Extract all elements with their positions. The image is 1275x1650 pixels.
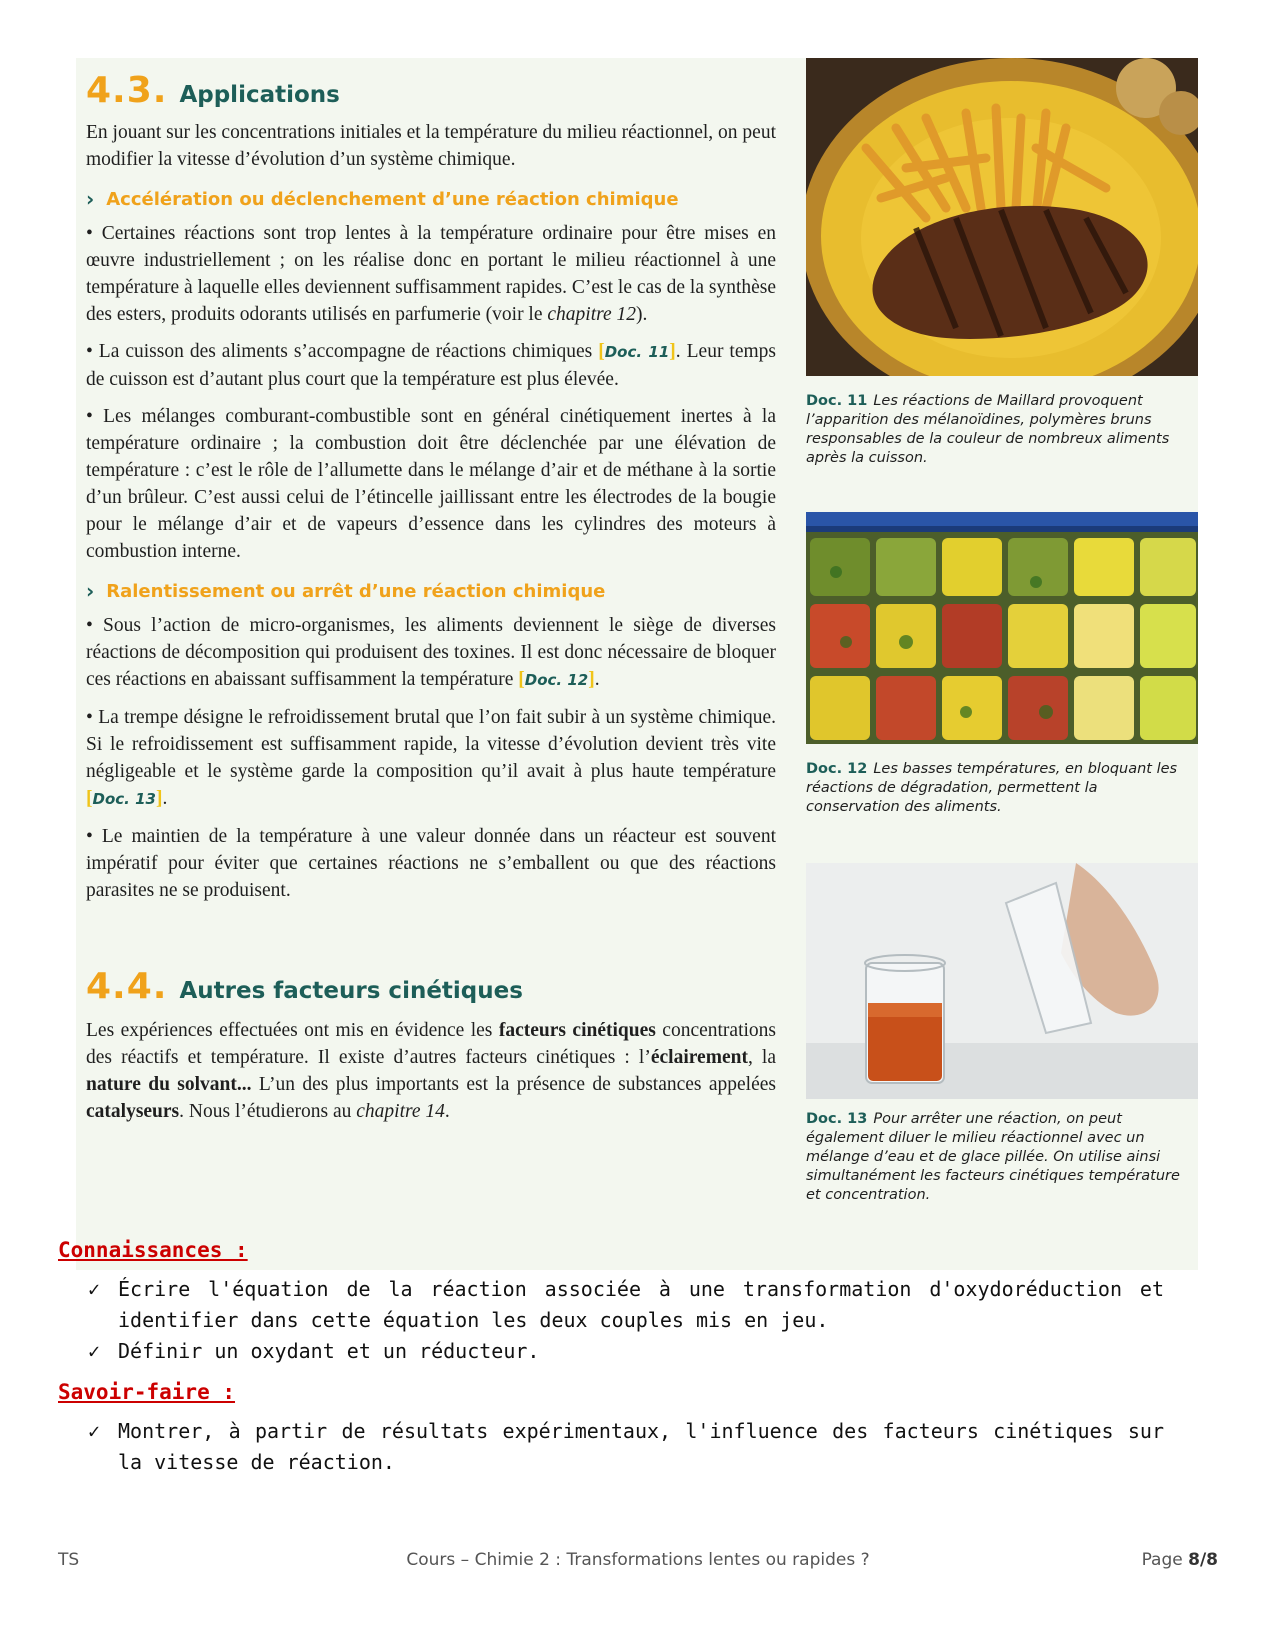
paragraph: Les expériences effectuées ont mis en évidence les facteurs cinétiques concentrations des réactifs et température. Il existe d’autres facteurs cinétiques : l’éclairement, la nature du solvant... L’un des plus importants est la présence de substances appelées catalyseurs. Nous l’étudierons au chapitre 14.	[86, 1020, 777, 1122]
savoir-faire-heading: Savoir-faire :	[58, 1380, 236, 1404]
page-number: Page 8/8	[1141, 1550, 1218, 1570]
subheading-label: Ralentissement ou arrêt d’une réaction chimique	[106, 580, 606, 602]
paragraph: • La cuisson des aliments s’accompagne de réactions chimiques [Doc. 11]. Leur temps de cuisson est d’autant plus court que la température est plus élevée.	[86, 341, 777, 390]
list-item: ✓ Montrer, à partir de résultats expérimentaux, l'influence des facteurs cinétiques sur la vitesse de réaction.	[88, 1416, 1164, 1478]
checkmark-icon: ✓	[88, 1419, 101, 1443]
section-title: Autres facteurs cinétiques	[179, 978, 523, 1004]
connaissances-heading: Connaissances :	[58, 1238, 248, 1262]
section-number: 4.4.	[86, 966, 168, 1007]
chevron-right-icon: ›	[86, 187, 95, 211]
section-heading-4-3	[86, 70, 776, 111]
steak-fries-photo	[806, 58, 1198, 376]
paragraph: • Sous l’action de micro-organismes, les aliments deviennent le siège de diverses réactions de décomposition qui produisent des toxines. Il est donc nécessaire de bloquer ces réactions en abaissant suffisamment la température [Doc. 12].	[86, 615, 776, 690]
doc-reference: Doc. 11	[604, 343, 670, 361]
subheading-label: Accélération ou déclenchement d’une réaction chimique	[106, 188, 679, 210]
frozen-vegetables-photo	[806, 512, 1198, 744]
savoir-faire-list	[88, 1416, 1164, 1478]
checkmark-icon: ✓	[88, 1277, 101, 1301]
footer-title: Cours – Chimie 2 : Transformations lentes ou rapides ?	[406, 1550, 870, 1570]
text-column	[86, 58, 776, 1125]
doc-label: Doc. 12	[806, 761, 868, 777]
subheading-acceleration	[86, 187, 776, 211]
section-number: 4.3.	[86, 70, 168, 111]
footer-class: TS	[58, 1550, 80, 1570]
chevron-right-icon: ›	[86, 579, 95, 603]
doc-11-caption: Doc. 11 Les réactions de Maillard provoquent l’apparition des mélanoïdines, polymères bruns responsables de la couleur de nombreux aliments après la cuisson.	[806, 393, 1170, 466]
checkmark-icon: ✓	[88, 1339, 101, 1363]
paragraph: • Certaines réactions sont trop lentes à la température ordinaire pour être mises en œuvre industriellement ; on les réalise donc en portant le milieu réactionnel à une température à laquelle elles deviennent suffisamment rapides. C’est le cas de la synthèse des esters, produits odorants utilisés en parfumerie (voir le chapitre 12).	[86, 223, 777, 325]
doc-13-caption: Doc. 13 Pour arrêter une réaction, on peut également diluer le milieu réactionnel avec un mélange d’eau et de glace pillée. On utilise ainsi simultanément les facteurs cinétiques température et concentration.	[806, 1111, 1180, 1203]
doc-reference: Doc. 13	[92, 790, 156, 808]
list-item: ✓ Écrire l'équation de la réaction associée à une transformation d'oxydoréduction et identifier dans cette équation les deux couples mis en jeu.	[88, 1274, 1164, 1336]
subheading-ralentissement	[86, 579, 776, 603]
paragraph: • La trempe désigne le refroidissement brutal que l’on fait subir à un système chimique. Si le refroidissement est suffisamment rapide, la vitesse d’évolution devient très vite négligeable et le système garde la composition qu’il avait à plus haute température [Doc. 13].	[86, 707, 776, 809]
list-item: ✓ Définir un oxydant et un réducteur.	[88, 1336, 1164, 1367]
intro-paragraph: En jouant sur les concentrations initiales et la température du milieu réactionnel, on peut modifier la vitesse d’évolution d’un système chimique.	[86, 122, 776, 170]
section-title: Applications	[179, 82, 340, 108]
textbook-scan	[76, 58, 1198, 1270]
doc-label: Doc. 11	[806, 393, 868, 409]
quench-beaker-photo	[806, 863, 1198, 1099]
paragraph: • Les mélanges comburant-combustible sont en général cinétiquement inertes à la température ordinaire ; la combustion doit être déclenchée par une élévation de température : c’est le rôle de l’allumette dans le mélange d’air et de méthane à la sortie d’un brûleur. C’est aussi celui de l’étincelle jaillissant entre les électrodes de la bougie pour le mélange d’air et de vapeurs d’essence dans les cylindres des moteurs à combustion interne.	[86, 406, 776, 562]
page-footer	[58, 1550, 1218, 1574]
doc-12-caption: Doc. 12 Les basses températures, en bloquant les réactions de dégradation, permettent la conservation des aliments.	[806, 761, 1178, 815]
section-heading-4-4	[86, 966, 776, 1007]
connaissances-list	[88, 1274, 1164, 1367]
doc-reference: Doc. 12	[524, 671, 589, 689]
paragraph: • Le maintien de la température à une valeur donnée dans un réacteur est souvent impératif pour éviter que certaines réactions ne s’emballent ou que des réactions parasites ne se produisent.	[86, 826, 776, 901]
doc-label: Doc. 13	[806, 1111, 868, 1127]
